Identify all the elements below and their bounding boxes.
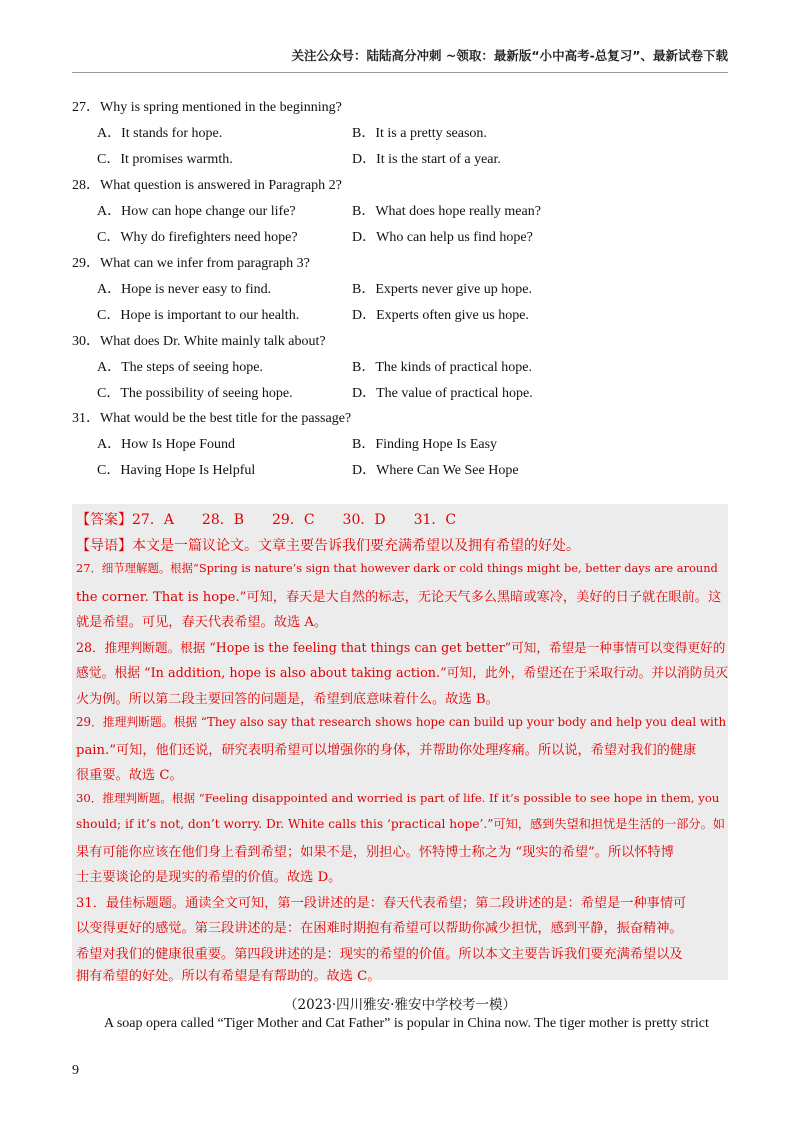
answer-explanation-line: 27．细节理解题。根据“Spring is nature’s sign that however dark or cold things might be, better days are around [76,561,718,575]
q30-option-c: C．The possibility of seeing hope. [97,386,293,401]
q30-option-d: D．The value of practical hope. [352,386,533,401]
answer-explanation-line: 以变得更好的感觉。第三段讲述的是：在困难时期抱有希望可以帮助你减少担忧，感到平静，振奋精神。 [76,921,683,936]
q29-option-c: C．Hope is important to our health. [97,308,300,323]
q28-option-d: D．Who can help us find hope? [352,230,533,245]
passage-source: （2023·四川雅安·雅安中学校考一模） [284,997,516,1013]
q27-option-a: A．It stands for hope. [97,126,223,141]
q28-option-b: B．What does hope really mean? [352,204,541,219]
q29-option-a: A．Hope is never easy to find. [97,282,272,297]
answer-explanation-line: 果有可能你应该在他们身上看到希望；如果不是，别担心。怀特博士称之为 “现实的希望”。所以怀特博 [76,845,674,860]
q30-option-b: B．The kinds of practical hope. [352,360,533,375]
passage-first-line: A soap opera called “Tiger Mother and Cat Father” is popular in China now. The tiger mother is pretty strict [104,1016,709,1031]
q30-option-a: A．The steps of seeing hope. [97,360,264,375]
answer-explanation-line: 31．最佳标题题。通读全文可知，第一段讲述的是：春天代表希望；第二段讲述的是：希望是一种事情可 [76,896,687,911]
question-27-stem: 27．Why is spring mentioned in the beginning? [72,100,342,115]
answer-explanation-line: 感觉。根据 “In addition, hope is also about taking action.”可知，此外，希望还在于采取行动。并以消防员灭 [76,666,729,681]
answer-explanation-line: 28．推理判断题。根据 “Hope is the feeling that things can get better”可知，希望是一种事情可以变得更好的 [76,640,726,655]
q27-option-c: C．It promises warmth. [97,152,233,167]
answer-explanation-line: 30．推理判断题。根据 “Feeling disappointed and worried is part of life. If it’s possible to see hope in them, you [76,791,720,805]
q31-option-a: A．How Is Hope Found [97,437,236,452]
q29-option-d: D．Experts often give us hope. [352,308,529,323]
question-31-stem: 31．What would be the best title for the passage? [72,411,352,426]
answer-explanation-line: should; if it’s not, don’t worry. Dr. White calls this ‘practical hope’.”可知，感到失望和担忧是生活的一部分。如 [76,817,725,831]
answer-key: 【答案】27．A 28．B 29．C 30．D 31．C [76,512,457,528]
q28-option-c: C．Why do firefighters need hope? [97,230,298,245]
question-28-stem: 28．What question is answered in Paragraph 2? [72,178,342,193]
q27-option-b: B．It is a pretty season. [352,126,487,141]
answer-explanation-line: 火为例。所以第二段主要回答的问题是，希望到底意味着什么。故选 B。 [76,692,499,707]
header-divider [72,72,728,73]
answer-intro: 【导语】本文是一篇议论文。文章主要告诉我们要充满希望以及拥有希望的好处。 [76,538,580,554]
q29-option-b: B．Experts never give up hope. [352,282,533,297]
answer-explanation-line: the corner. That is hope.”可知，春天是大自然的标志，无论天气多么黑暗或寒冷，美好的日子就在眼前。这 [76,590,722,605]
q27-option-d: D．It is the start of a year. [352,152,501,167]
q28-option-a: A．How can hope change our life? [97,204,296,219]
page-number: 9 [72,1063,79,1078]
answer-explanation-line: 拥有希望的好处。所以有希望是有帮助的。故选 C。 [76,969,381,984]
answer-explanation-line: 29．推理判断题。根据 “They also say that research shows hope can build up your body and help you deal with [76,715,727,729]
question-30-stem: 30．What does Dr. White mainly talk about? [72,334,326,349]
answer-explanation-line: pain.”可知，他们还说，研究表明希望可以增强你的身体，并帮助你处理疼痛。所以说，希望对我们的健康 [76,743,697,758]
answer-explanation-line: 就是希望。可见，春天代表希望。故选 A。 [76,615,328,630]
answer-explanation-line: 士主要谈论的是现实的希望的价值。故选 D。 [76,870,342,885]
page-header: 关注公众号：陆陆高分冲刺 ~领取：最新版“小中高考-总复习”、最新试卷下载 [291,48,728,63]
answer-explanation-line: 希望对我们的健康很重要。第四段讲述的是：现实的希望的价值。所以本文主要告诉我们要充满希望以及 [76,947,683,962]
q31-option-c: C．Having Hope Is Helpful [97,463,256,478]
q31-option-b: B．Finding Hope Is Easy [352,437,498,452]
answer-explanation-line: 很重要。故选 C。 [76,768,183,783]
question-29-stem: 29．What can we infer from paragraph 3? [72,256,310,271]
q31-option-d: D．Where Can We See Hope [352,463,519,478]
